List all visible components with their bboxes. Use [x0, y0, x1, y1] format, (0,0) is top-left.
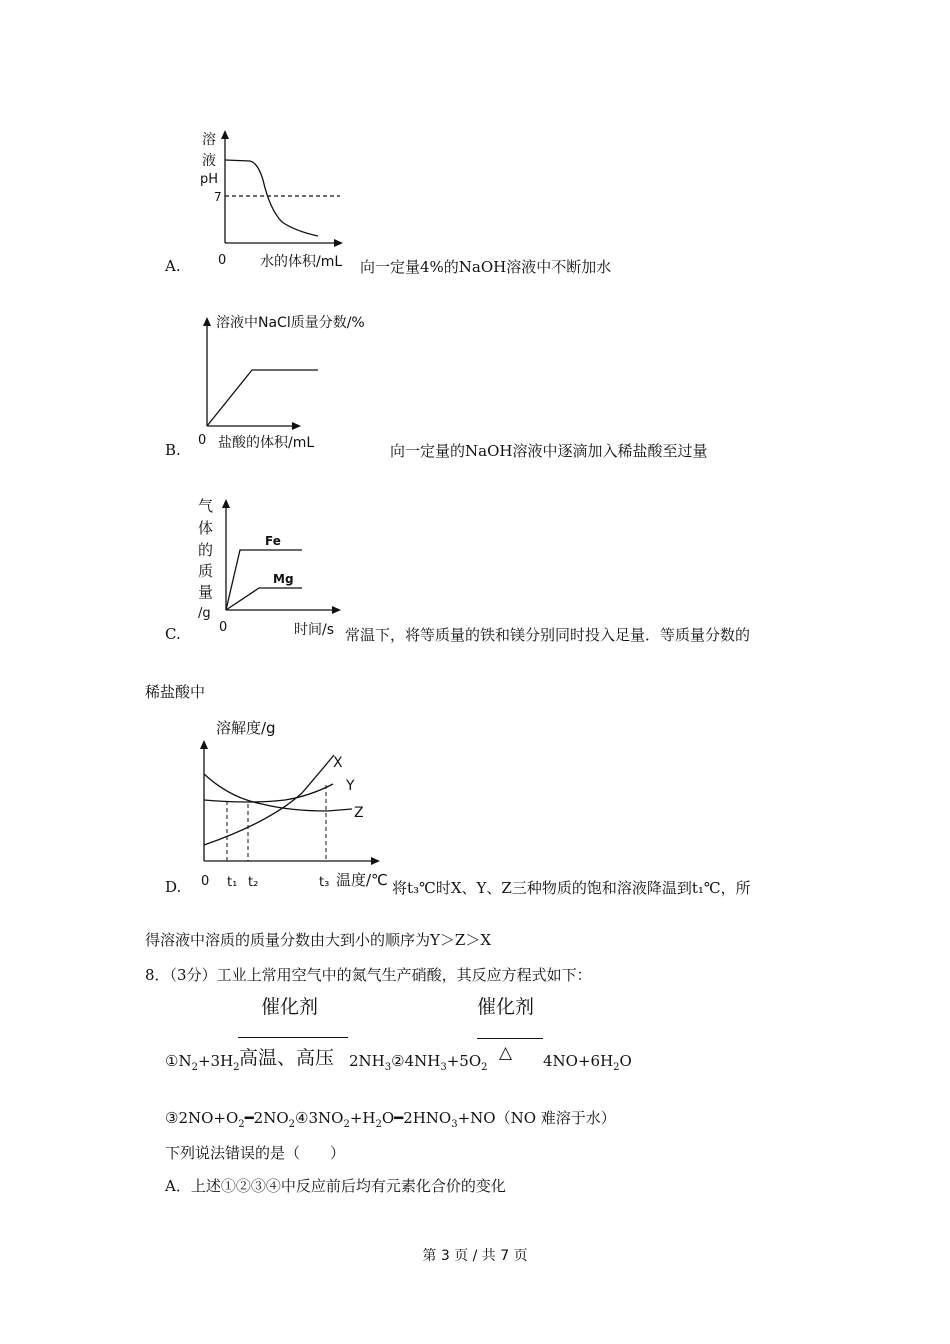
y-label-char-3: 的 — [198, 541, 214, 559]
option-d-caption-line2: 得溶液中溶质的质量分数由大到小的顺序为Y＞Z＞X — [145, 931, 492, 949]
question-8-option-a: A．上述①②③④中反应前后均有元素化合价的变化 — [165, 1177, 506, 1195]
y-tick-7: 7 — [214, 190, 222, 204]
mg-label: Mg — [273, 572, 294, 586]
tick-t1: t₁ — [227, 875, 238, 890]
option-c-letter: C. — [165, 625, 181, 643]
tick-t3: t₃ — [319, 875, 330, 890]
graph-d — [190, 714, 395, 894]
graph-b — [190, 305, 400, 455]
option-a-letter: A. — [165, 257, 181, 275]
y-label-char-1: 溶 — [202, 132, 216, 148]
option-d-letter: D. — [165, 878, 182, 896]
equation-3-4: $③2NO+O_2━2NO_2④3NO_2+H_2O━2HNO_3+NO(NO$ 难溶于水） — [165, 1109, 616, 1130]
x-axis-label: 温度/℃ — [336, 871, 388, 889]
origin-label: 0 — [218, 253, 227, 268]
equation-2-reactants: $2NH_3②4NH_3+5O_2$ — [349, 1052, 488, 1073]
option-d-caption-line1: 将t₃℃时X、Y、Z三种物质的饱和溶液降温到t₁℃，所 — [392, 879, 751, 897]
option-b-caption: 向一定量的NaOH溶液中逐滴加入稀盐酸至过量 — [390, 442, 708, 460]
question-8-stem — [145, 964, 592, 985]
origin-label: 0 — [198, 433, 207, 448]
page-footer: 第 3 页 / 共 7 页 — [422, 1248, 528, 1264]
nacl-curve — [207, 370, 318, 426]
z-curve — [204, 774, 352, 811]
y-label-ph: pH — [200, 172, 219, 187]
y-label-char-5: 量 — [198, 583, 214, 601]
y-label-char-6: /g — [198, 606, 211, 621]
x-curve — [204, 755, 334, 845]
z-series-label: Z — [354, 805, 364, 821]
y-label-char-1: 气 — [198, 497, 214, 515]
x-series-label: X — [333, 755, 343, 771]
y-label-char-4: 质 — [198, 562, 214, 580]
question-score: （3分） — [169, 966, 217, 984]
equation-1-reactants: $①N_2+3H_2$ — [165, 1052, 240, 1073]
option-c-caption-line2: 稀盐酸中 — [145, 683, 206, 701]
graph-c — [190, 493, 350, 643]
y-axis-label: 溶液中NaCl质量分数/% — [216, 315, 365, 331]
option-b-letter: B. — [165, 441, 181, 459]
ph-curve — [225, 160, 318, 236]
condition-2-bar — [477, 1038, 543, 1039]
fe-label: Fe — [265, 534, 281, 548]
condition-1-top: 催化剂 — [261, 996, 319, 1018]
option-a-caption: 向一定量4%的NaOH溶液中不断加水 — [360, 258, 612, 276]
question-number: 8． — [145, 966, 170, 984]
y-axis-label: 溶解度/g — [216, 719, 276, 737]
mg-line — [226, 588, 302, 610]
condition-2-bottom: △ — [499, 1043, 513, 1063]
condition-1-bottom: 高温、高压 — [239, 1047, 335, 1069]
x-axis-label: 时间/s — [294, 622, 335, 638]
equation-2-products: $4NO+6H_2O$ — [543, 1052, 632, 1073]
option-c-caption-line1: 常温下，将等质量的铁和镁分别同时投入足量．等质量分数的 — [345, 626, 751, 644]
y-series-label: Y — [346, 778, 355, 794]
question-8-ask: 下列说法错误的是（ ） — [165, 1144, 346, 1162]
y-label-char-2: 体 — [198, 519, 214, 537]
y-curve — [204, 784, 333, 802]
origin-label: 0 — [201, 874, 210, 889]
question-stem-text: 工业上常用空气中的氮气生产硝酸，其反应方程式如下： — [216, 966, 592, 984]
condition-1-bar — [238, 1037, 348, 1038]
x-axis-label: 盐酸的体积/mL — [218, 435, 315, 451]
tick-t2: t₂ — [248, 875, 259, 890]
origin-label: 0 — [219, 620, 228, 635]
x-axis-label: 水的体积/mL — [260, 254, 343, 270]
condition-2-top: 催化剂 — [477, 996, 535, 1018]
graph-a — [190, 125, 360, 275]
y-label-char-2: 液 — [202, 153, 216, 169]
